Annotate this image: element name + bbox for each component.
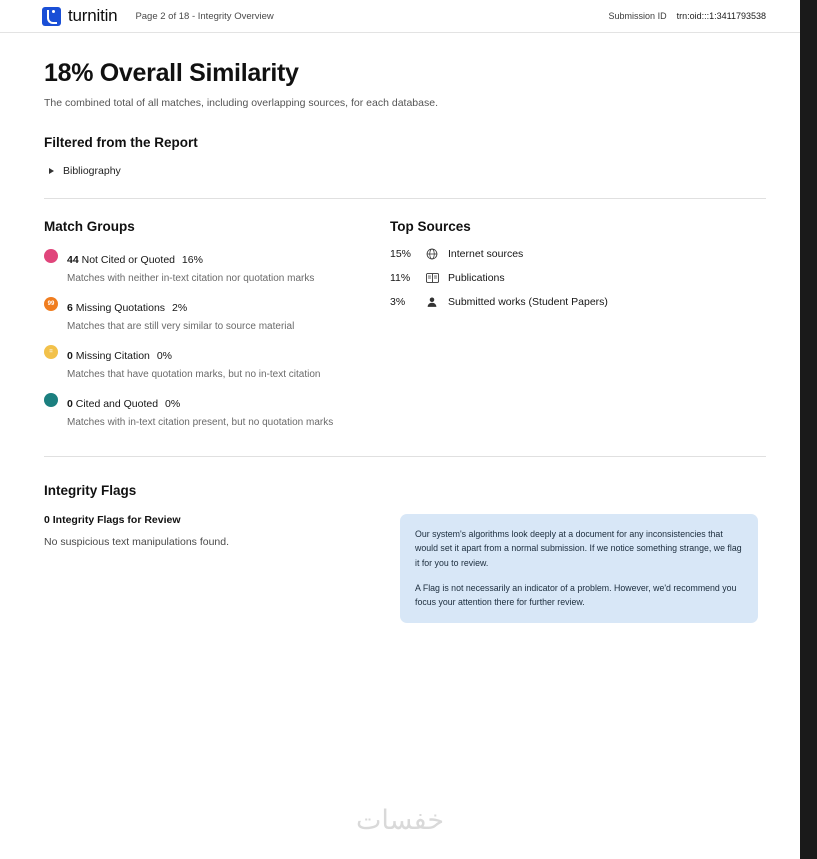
source-percent: 11%	[390, 272, 411, 284]
integrity-flags-title: Integrity Flags	[44, 483, 137, 499]
match-group-description: Matches that have quotation marks, but no in-text citation	[67, 368, 321, 380]
match-group-name: Cited and Quoted	[75, 398, 159, 411]
match-group-count: 0	[67, 350, 73, 363]
page-title: 18% Overall Similarity	[44, 59, 299, 87]
info-paragraph-1: Our system's algorithms look deeply at a document for any inconsistencies that would set it apart from a normal submission. If we notice something strange, we flag it for you to review.	[415, 529, 742, 568]
match-group-percent: 0%	[165, 398, 181, 411]
right-gutter	[800, 0, 817, 859]
integrity-flags-note: No suspicious text manipulations found.	[44, 536, 230, 549]
missing-citation-icon: =	[44, 345, 58, 359]
match-group-count: 0	[67, 398, 73, 411]
submission-info	[609, 11, 766, 21]
match-group-description: Matches that are still very similar to source material	[67, 320, 295, 332]
source-label: Submitted works (Student Papers)	[448, 296, 608, 308]
match-group-row[interactable]	[44, 344, 390, 381]
match-group-row[interactable]	[44, 248, 390, 285]
page-label: Page 2 of 18 - Integrity Overview	[135, 10, 274, 22]
cited-and-quoted-icon	[44, 393, 58, 407]
match-group-row[interactable]	[44, 296, 390, 333]
match-groups-title: Match Groups	[44, 219, 135, 234]
info-paragraph-2: A Flag is not necessarily an indicator of a problem. However, we'd recommend you focus your attention there for further review.	[415, 582, 737, 607]
book-icon	[424, 272, 440, 284]
integrity-section	[44, 514, 766, 622]
filter-item-bibliography[interactable]	[44, 163, 766, 179]
submission-id-value: trn:oid:::1:3411793538	[676, 11, 766, 21]
match-group-name: Missing Citation	[75, 350, 150, 363]
not-cited-or-quoted-icon	[44, 249, 58, 263]
document-content	[0, 59, 800, 623]
match-group-name: Not Cited or Quoted	[81, 254, 175, 266]
match-group-description: Matches with neither in-text citation nor quotation marks	[67, 272, 315, 284]
document-header	[0, 0, 800, 33]
top-sources-column	[390, 219, 766, 440]
chevron-right-icon[interactable]	[49, 168, 54, 174]
top-sources-title: Top Sources	[390, 219, 471, 234]
top-sources-list	[390, 248, 766, 308]
source-label: Publications	[448, 272, 505, 284]
match-group-percent: 2%	[171, 302, 188, 315]
filtered-list	[44, 163, 766, 179]
source-row[interactable]	[390, 248, 766, 260]
match-group-row[interactable]	[44, 392, 390, 429]
globe-icon	[424, 248, 440, 260]
match-group-percent: 0%	[156, 350, 172, 363]
integrity-summary	[44, 514, 390, 622]
filtered-section-title: Filtered from the Report	[44, 135, 198, 150]
source-row[interactable]	[390, 272, 766, 284]
source-percent: 3%	[390, 296, 406, 308]
page-subtitle: The combined total of all matches, including overlapping sources, for each database.	[44, 97, 438, 109]
match-group-name: Missing Quotations	[75, 302, 166, 315]
match-groups-list	[44, 248, 390, 429]
integrity-flags-count: 0 Integrity Flags for Review	[44, 514, 181, 527]
groups-and-sources	[44, 219, 766, 440]
match-group-count: 44	[67, 254, 79, 266]
submission-id-label: Submission ID	[608, 11, 667, 21]
brand-name: turnitin	[68, 6, 118, 25]
match-group-count: 6	[67, 302, 73, 315]
match-group-percent: 16%	[181, 254, 203, 266]
integrity-info-card	[400, 514, 758, 622]
source-percent: 15%	[390, 248, 412, 260]
match-group-description: Matches with in-text citation present, but no quotation marks	[67, 416, 334, 428]
filter-item-label: Bibliography	[63, 165, 121, 177]
source-label: Internet sources	[448, 248, 524, 260]
section-divider	[44, 198, 766, 199]
page-watermark: خفسات	[355, 805, 445, 835]
section-divider	[44, 456, 766, 457]
source-row[interactable]	[390, 296, 766, 308]
turnitin-brand	[42, 6, 117, 26]
turnitin-logo-icon	[42, 7, 61, 26]
person-icon	[424, 296, 440, 308]
match-groups-column	[44, 219, 390, 440]
missing-quotations-icon: 99	[44, 297, 58, 311]
